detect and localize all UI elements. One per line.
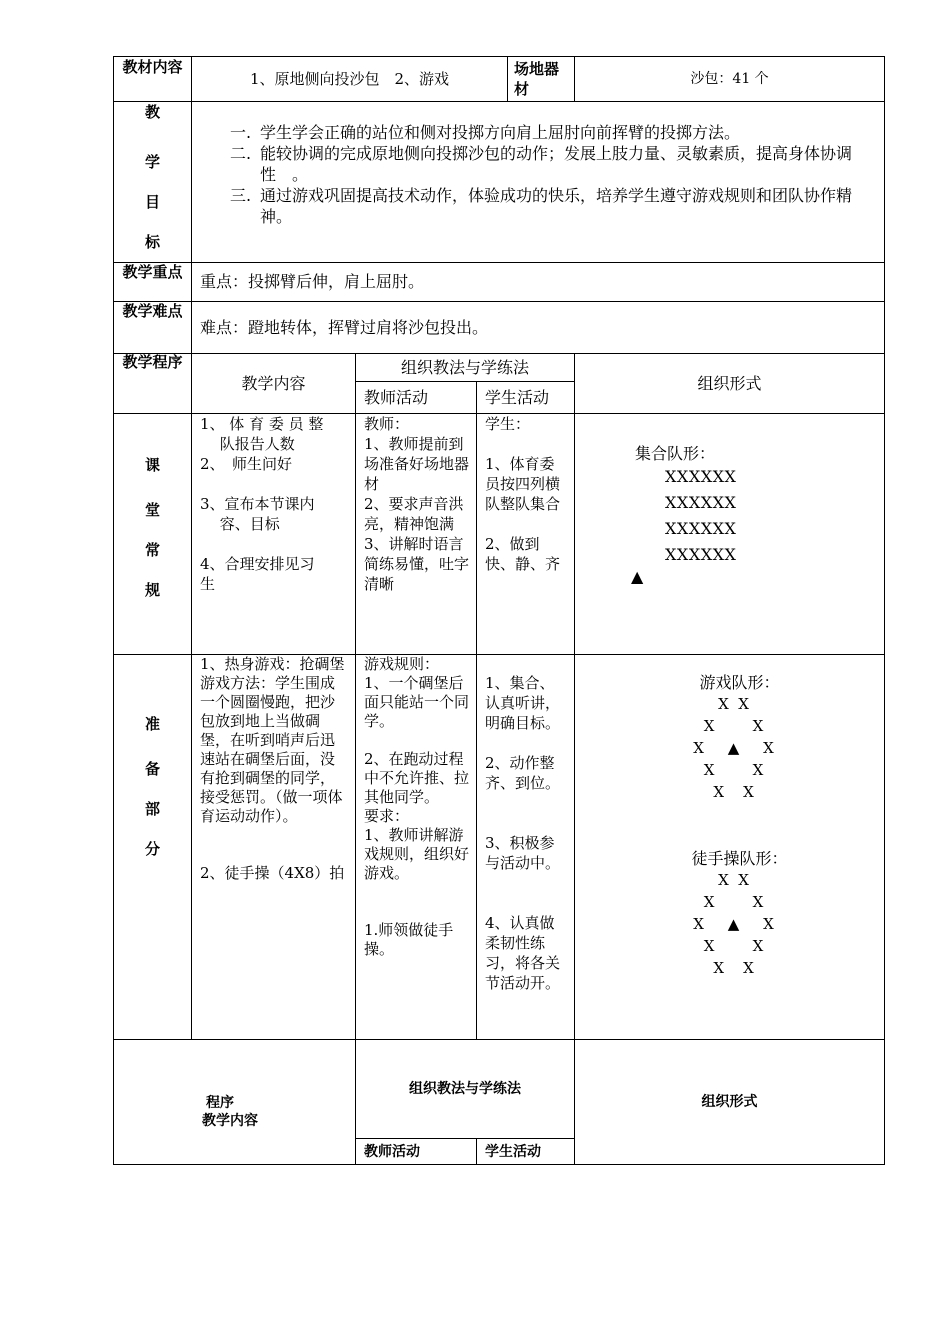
- objectives-label-char: 教: [144, 103, 160, 121]
- objectives-body: [192, 102, 885, 263]
- venue-label: 场地器材: [508, 57, 575, 102]
- venue-value: 沙包：41 个: [575, 57, 885, 102]
- prep-student: 1、集合、认真听讲，明确目标。 2、动作整齐、到位。 3、积极参与活动中。 4、认真做柔韧性练习，将各关节活动开。: [477, 655, 575, 1040]
- footer-content: 教学内容: [202, 1113, 258, 1129]
- formation-row: X X: [718, 695, 749, 713]
- routine-label-char: 堂: [144, 501, 160, 519]
- objective-item: [230, 143, 878, 185]
- footer-program-cell: [114, 1040, 356, 1165]
- objective-text: 学生学会正确的站位和侧对投掷方向肩上屈肘向前挥臂的投掷方法。: [260, 123, 741, 142]
- routine-row: [114, 414, 885, 655]
- objective-text: 能较协调的完成原地侧向投掷沙包的动作；发展上肢力量、灵敏素质，提高身体协调性 。: [260, 144, 853, 184]
- routine-content: 1、 体 育 委 员 整 队报告人数 2、 师生问好 3、宣布本节课内 容、目标 4、合理安排见习 生: [192, 414, 356, 655]
- formation-row: XXXXXX: [665, 467, 737, 486]
- objective-item: [230, 122, 878, 143]
- footer-teacher: 教师活动: [356, 1139, 477, 1165]
- prep-content: 1、热身游戏：抢碉堡 游戏方法：学生围成一个圆圈慢跑，把沙包放到地上当做碉堡，在听到哨声后迅速站在碉堡后面，没有抢到碉堡的同学，接受惩罚。（做一项体育运动动作）。 2、徒手操（4X8）拍: [192, 655, 356, 1040]
- prep-label: [114, 655, 192, 1040]
- routine-label-char: 常: [144, 541, 160, 559]
- column-header-row: [114, 354, 885, 382]
- game-formation: [575, 693, 884, 803]
- difficulty-row: [114, 302, 885, 354]
- objective-text: 通过游戏巩固提高技术动作，体验成功的快乐，培养学生遵守游戏规则和团队协作精神。: [260, 186, 853, 226]
- prep-teacher: 游戏规则： 1、一个碉堡后面只能站一个同学。 2、在跑动过程中不允许推、拉其他同学。 要求： 1、教师讲解游戏规则，组织好游戏。 1.师领做徒手操。: [356, 655, 477, 1040]
- drill-formation-title: 徒手操队形：: [691, 849, 788, 868]
- key-point-row: [114, 263, 885, 302]
- footer-student: 学生活动: [477, 1139, 575, 1165]
- routine-label-char: 规: [144, 581, 160, 599]
- drill-formation: [575, 869, 884, 979]
- game-formation-title: 游戏队形：: [699, 673, 780, 692]
- program-label: 教学程序: [114, 354, 192, 414]
- formation-row: X X: [703, 893, 764, 911]
- objectives-label-char: 标: [144, 233, 160, 251]
- objectives-label: [114, 102, 192, 263]
- objectives-label-char: 学: [144, 153, 160, 171]
- formation-row: XXXXXX: [665, 493, 737, 512]
- footer-header-row: [114, 1040, 885, 1139]
- prep-label-char: 备: [144, 760, 160, 778]
- content-header: 教学内容: [192, 354, 356, 414]
- formation-row: X X: [703, 761, 764, 779]
- routine-teacher: 教师： 1、教师提前到场准备好场地器材 2、要求声音洪亮，精神饱满 3、讲解时语言简练易懂，吐字清晰: [356, 414, 477, 655]
- formation-row: X X: [713, 959, 754, 977]
- footer-program: 程序: [206, 1095, 234, 1111]
- prep-label-char: 准: [144, 715, 160, 733]
- prep-label-char: 分: [144, 840, 160, 858]
- prep-row: [114, 655, 885, 1040]
- routine-form: [575, 414, 885, 655]
- objectives-label-char: 目: [144, 193, 160, 211]
- objective-num: 二.: [230, 144, 252, 163]
- formation-row: X X: [718, 871, 749, 889]
- formation-row: X X: [713, 783, 754, 801]
- content-label: 教材内容: [114, 57, 192, 102]
- objective-num: 一.: [230, 123, 252, 142]
- prep-form: [575, 655, 885, 1040]
- prep-label-char: 部: [144, 800, 160, 818]
- method-header: 组织教法与学练法: [356, 354, 575, 382]
- material-row: [114, 57, 885, 102]
- formation-row: X ▲ X: [693, 739, 774, 757]
- footer-form: 组织形式: [575, 1040, 885, 1165]
- formation-row: XXXXXX: [665, 519, 737, 538]
- objective-item: [230, 185, 878, 227]
- teacher-header: 教师活动: [356, 382, 477, 414]
- difficulty-label: 教学难点: [114, 302, 192, 354]
- lesson-plan-table: [113, 56, 885, 1165]
- content-value: 1、原地侧向投沙包 2、游戏: [192, 57, 508, 102]
- objective-num: 三.: [230, 186, 252, 205]
- routine-label: [114, 414, 192, 655]
- routine-form-title: 集合队形：: [635, 444, 716, 463]
- student-header: 学生活动: [477, 382, 575, 414]
- routine-student: 学生： 1、体育委员按四列横队整队集合 2、做到快、静、齐: [477, 414, 575, 655]
- objectives-list: [230, 122, 878, 227]
- footer-method: 组织教法与学练法: [356, 1040, 575, 1139]
- teacher-triangle-icon: ▲: [631, 567, 644, 586]
- routine-label-char: 课: [144, 456, 160, 474]
- formation-row: X ▲ X: [693, 915, 774, 933]
- formation-row: X X: [703, 717, 764, 735]
- formation-row: X X: [703, 937, 764, 955]
- formation-row: XXXXXX: [665, 545, 737, 564]
- form-header: 组织形式: [575, 354, 885, 414]
- routine-form-rows: [575, 464, 884, 568]
- difficulty-text: 难点：蹬地转体，挥臂过肩将沙包投出。: [192, 302, 885, 354]
- key-point-text: 重点：投掷臂后伸，肩上屈肘。: [192, 263, 885, 302]
- key-point-label: 教学重点: [114, 263, 192, 302]
- objectives-row: [114, 102, 885, 263]
